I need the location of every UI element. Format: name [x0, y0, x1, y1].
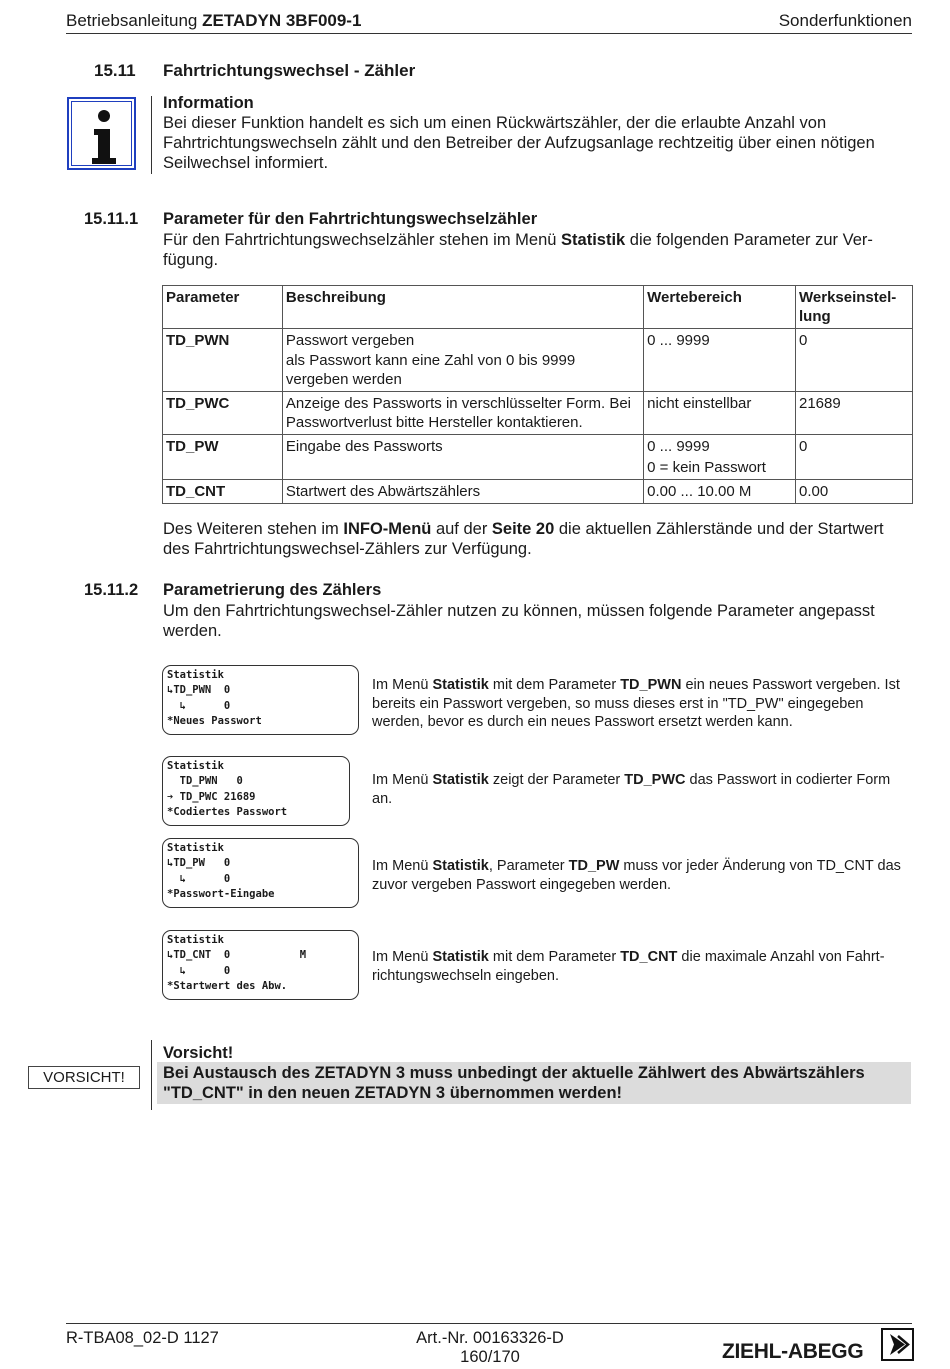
header-document-title	[66, 11, 361, 31]
cell-parameter: TD_PW	[163, 435, 283, 480]
lcd-line: Statistik	[167, 934, 224, 946]
subsection-title: Parameter für den Fahrtrichtungswechselzähler	[163, 210, 538, 228]
info-divider	[151, 96, 152, 174]
header-title-prefix: Betriebsanleitung	[66, 11, 203, 30]
lcd-line: ➔ TD_PWC 21689	[167, 790, 256, 803]
lcd-line: ↳ 0	[167, 872, 231, 885]
info-title: Information	[163, 94, 254, 112]
header-chapter: Sonderfunktionen	[778, 11, 912, 30]
lcd-description	[372, 676, 912, 732]
cell-range: 0 ... 9999	[644, 329, 796, 392]
info-icon	[67, 97, 136, 170]
subsection-title: Parametrierung des Zählers	[163, 581, 382, 599]
desc-text: Im Menü	[372, 949, 433, 965]
paragraph-text: auf der	[431, 520, 492, 538]
section-number: 15.11	[94, 61, 136, 80]
logo-text: ZIEHL-ABEGG	[722, 1340, 864, 1363]
lcd-line: *Codiertes Passwort	[167, 805, 288, 818]
cell-parameter: TD_CNT	[163, 480, 283, 504]
paragraph-bold-page: Seite 20	[491, 520, 555, 538]
column-header-default-line2: lung	[799, 308, 831, 325]
cell-range-line: 0 = kein Passwort	[647, 459, 766, 476]
info-menu-paragraph	[163, 519, 908, 559]
desc-text: Im Menü	[372, 677, 433, 693]
lcd-line: Statistik	[167, 842, 224, 854]
desc-text: Im Menü	[372, 858, 433, 874]
cell-description: Eingabe des Passworts	[282, 435, 643, 480]
intro-text-bold: Statistik	[561, 231, 626, 249]
table-row	[163, 329, 913, 392]
footer-page-number: 160/170	[460, 1348, 520, 1366]
cell-default: 0.00	[796, 480, 913, 504]
intro-text-a: Für den Fahrtrichtungswechselzähler stehen im Menü	[163, 231, 562, 249]
desc-bold: Statistik	[432, 772, 489, 788]
lcd-line: Statistik	[167, 669, 224, 681]
cell-range: 0.00 ... 10.00 M	[644, 480, 796, 504]
lcd-line: *Startwert des Abw.	[167, 979, 288, 992]
cell-default: 0	[796, 435, 913, 480]
desc-text: , Parameter	[488, 858, 569, 874]
table-row	[163, 480, 913, 504]
desc-text: mit dem Parameter	[488, 949, 621, 965]
cell-range-line: 0 ... 9999	[647, 438, 710, 455]
desc-text: zeigt der Parameter	[488, 772, 625, 788]
parameter-table	[162, 285, 913, 504]
desc-text: Im Menü	[372, 772, 433, 788]
caution-text: Bei Austausch des ZETADYN 3 muss unbedingt der aktuelle Zählwert des Abwärtszählers "TD_CNT" in den neuen ZETADYN 3 übernommen werden!	[157, 1062, 911, 1104]
lcd-display	[162, 756, 350, 826]
lcd-line: ↳ 0	[167, 699, 231, 712]
desc-bold: Statistik	[432, 677, 489, 693]
cell-default: 21689	[796, 392, 913, 435]
column-header-parameter: Parameter	[163, 286, 283, 329]
footer-divider	[66, 1323, 912, 1324]
lcd-description	[372, 948, 912, 985]
desc-bold: TD_PWC	[624, 772, 686, 788]
cell-default: 0	[796, 329, 913, 392]
lcd-line: ↳TD_CNT 0 M	[167, 949, 307, 962]
cell-description	[282, 329, 643, 392]
lcd-line: ↳TD_PWN 0	[167, 684, 231, 697]
cell-description: Startwert des Abwärtszählers	[282, 480, 643, 504]
paragraph-text: Des Weiteren stehen im	[163, 520, 344, 538]
footer-article	[414, 1329, 566, 1367]
table-row	[163, 392, 913, 435]
table-row	[163, 435, 913, 480]
caution-title: Vorsicht!	[163, 1044, 234, 1062]
desc-text: mit dem Parameter	[488, 677, 621, 693]
desc-text: das Passwort in codierter Form an.	[372, 772, 891, 807]
paragraph-text: die aktuellen Zählerstände und der Startwert des Fahrtrichtungswechsel-Zählers zur Verfügung.	[163, 520, 884, 558]
column-header-default	[796, 286, 913, 329]
intro-text-c: fügung.	[163, 251, 219, 269]
cell-description-line: Passwort vergeben	[285, 332, 415, 349]
lcd-display	[162, 930, 359, 1000]
lcd-description	[372, 857, 912, 894]
info-text: Bei dieser Funktion handelt es sich um einen Rückwärtszähler, der die erlaubte Anzahl von Fahrtrichtungswechseln zählt und den Betreiber der Aufzugsanlage rechtzeitig über einen nötigen Seilwechsel informiert.	[163, 114, 875, 172]
company-logo	[722, 1328, 914, 1364]
logo-mark-icon	[881, 1328, 914, 1361]
desc-text: ein neues Passwort vergeben. Ist bereits ein Passwort vergeben, so muss dieses erst in "TD_PW" eingegeben werden, bevor es durch ein neues Passwort ersetzt werden kann.	[372, 677, 900, 730]
lcd-display	[162, 665, 359, 735]
lcd-display	[162, 838, 359, 908]
cell-range: nicht einstellbar	[644, 392, 796, 435]
section-title: Fahrtrichtungswechsel - Zähler	[163, 61, 416, 80]
header-product-name: ZETADYN 3BF009-1	[202, 11, 362, 30]
cell-description-line: als Passwort kann eine Zahl von 0 bis 9999 vergeben werden	[285, 352, 576, 388]
paragraph-bold-menu: INFO-Menü	[343, 520, 432, 538]
caution-label: VORSICHT!	[28, 1066, 140, 1089]
cell-parameter: TD_PWN	[163, 329, 283, 392]
table-header-row	[163, 286, 913, 329]
lcd-description	[372, 771, 892, 808]
lcd-line: Statistik	[167, 760, 224, 772]
lcd-line: *Neues Passwort	[167, 714, 262, 727]
cell-parameter: TD_PWC	[163, 392, 283, 435]
lcd-line: *Passwort-Eingabe	[167, 887, 275, 900]
desc-bold: Statistik	[432, 949, 489, 965]
lcd-line: ↳TD_PW 0	[167, 857, 231, 870]
desc-text: muss vor jeder Änderung von TD_CNT das zuvor vergeben Passwort eingegeben werden.	[372, 858, 901, 893]
caution-divider	[151, 1040, 152, 1110]
desc-text: die maximale Anzahl von Fahrt-richtungswechseln eingeben.	[372, 949, 885, 984]
footer-article-number: Art.-Nr. 00163326-D	[416, 1329, 564, 1347]
cell-range	[644, 435, 796, 480]
desc-bold: TD_PW	[568, 858, 620, 874]
intro-text-b: die folgenden Parameter zur Ver-	[625, 231, 873, 249]
desc-bold: Statistik	[432, 858, 489, 874]
subsection-intro: Um den Fahrtrichtungswechsel-Zähler nutzen zu können, müssen folgende Parameter angepasst werden.	[163, 602, 875, 640]
subsection-number: 15.11.2	[84, 581, 139, 599]
lcd-line: ↳ 0	[167, 964, 231, 977]
column-header-range: Wertebereich	[644, 286, 796, 329]
header-divider	[66, 33, 912, 34]
column-header-default-line1: Werkseinstel-	[799, 289, 897, 306]
desc-bold: TD_CNT	[620, 949, 678, 965]
subsection-number: 15.11.1	[84, 210, 139, 228]
column-header-description: Beschreibung	[282, 286, 643, 329]
lcd-line: TD_PWN 0	[167, 775, 243, 788]
cell-description: Anzeige des Passworts in verschlüsselter Form. Bei Passwortverlust bitte Hersteller kontaktieren.	[282, 392, 643, 435]
desc-bold: TD_PWN	[620, 677, 682, 693]
subsection-intro	[163, 230, 908, 270]
footer-document-id: R-TBA08_02-D 1127	[66, 1329, 219, 1347]
